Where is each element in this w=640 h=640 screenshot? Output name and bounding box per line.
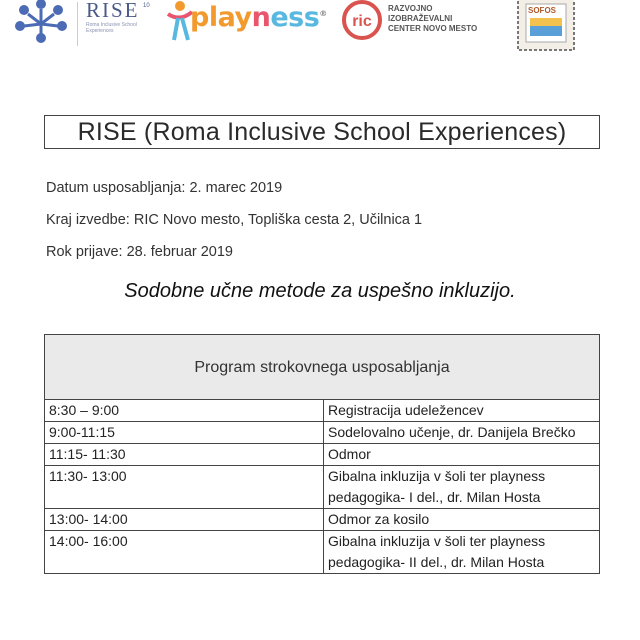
ric-emblem-icon bbox=[340, 0, 384, 44]
playness-part-1: play bbox=[190, 2, 252, 33]
row-activity: Registracija udeležencev bbox=[324, 400, 600, 422]
registration-deadline: Rok prijave: 28. februar 2019 bbox=[46, 244, 233, 260]
rise-people-icon bbox=[10, 0, 72, 46]
row-time: 11:30- 13:00 bbox=[45, 466, 324, 509]
row-activity: Sodelovalno učenje, dr. Danijela Brečko bbox=[324, 422, 600, 444]
rise-wordmark: RISE bbox=[86, 0, 140, 22]
sofos-logo bbox=[516, 0, 576, 52]
ric-line-2: IZOBRAŽEVALNI bbox=[388, 14, 453, 23]
table-row bbox=[45, 466, 600, 509]
table-row bbox=[45, 400, 600, 422]
sofos-wordmark: SOFOS bbox=[528, 6, 557, 15]
playness-part-2: n bbox=[251, 2, 271, 33]
table-row bbox=[45, 531, 600, 574]
ric-line-3: CENTER NOVO MESTO bbox=[388, 24, 478, 33]
title-box bbox=[44, 115, 600, 149]
playness-logo bbox=[164, 0, 327, 46]
table-row bbox=[45, 509, 600, 531]
playness-part-3: ess bbox=[270, 2, 320, 33]
logo-strip bbox=[0, 0, 640, 56]
ric-wordmark bbox=[388, 4, 477, 34]
row-time: 11:15- 11:30 bbox=[45, 444, 324, 466]
row-activity: Odmor za kosilo bbox=[324, 509, 600, 531]
document-subtitle: Sodobne učne metode za uspešno inkluzijo. bbox=[124, 280, 516, 302]
playness-wordmark bbox=[190, 2, 327, 33]
row-time: 9:00-11:15 bbox=[45, 422, 324, 444]
table-row bbox=[45, 444, 600, 466]
ric-line-1: RAZVOJNO bbox=[388, 4, 433, 13]
playness-mark: ® bbox=[319, 9, 327, 18]
rise-subline: Roma Inclusive School Experiences bbox=[86, 22, 137, 34]
program-heading: Program strokovnega usposabljanja bbox=[45, 335, 600, 400]
training-location: Kraj izvedbe: RIC Novo mesto, Topliška cesta 2, Učilnica 1 bbox=[46, 212, 423, 228]
row-time: 14:00- 16:00 bbox=[45, 531, 324, 574]
row-activity: Gibalna inkluzija v šoli ter playness pedagogika- II del., dr. Milan Hosta bbox=[324, 531, 600, 574]
row-activity: Odmor bbox=[324, 444, 600, 466]
rise-superscript: 10 bbox=[143, 3, 150, 9]
training-date: Datum usposabljanja: 2. marec 2019 bbox=[46, 180, 283, 196]
program-header-row bbox=[45, 335, 600, 400]
rise-separator bbox=[77, 2, 78, 46]
rise-logo bbox=[10, 0, 150, 48]
svg-text:ric: ric bbox=[352, 13, 372, 30]
ric-logo bbox=[340, 0, 490, 46]
program-table bbox=[44, 334, 600, 574]
document-title: RISE (Roma Inclusive School Experiences) bbox=[77, 117, 567, 146]
row-time: 8:30 – 9:00 bbox=[45, 400, 324, 422]
row-time: 13:00- 14:00 bbox=[45, 509, 324, 531]
row-activity: Gibalna inkluzija v šoli ter playness pedagogika- I del., dr. Milan Hosta bbox=[324, 466, 600, 509]
table-row bbox=[45, 422, 600, 444]
